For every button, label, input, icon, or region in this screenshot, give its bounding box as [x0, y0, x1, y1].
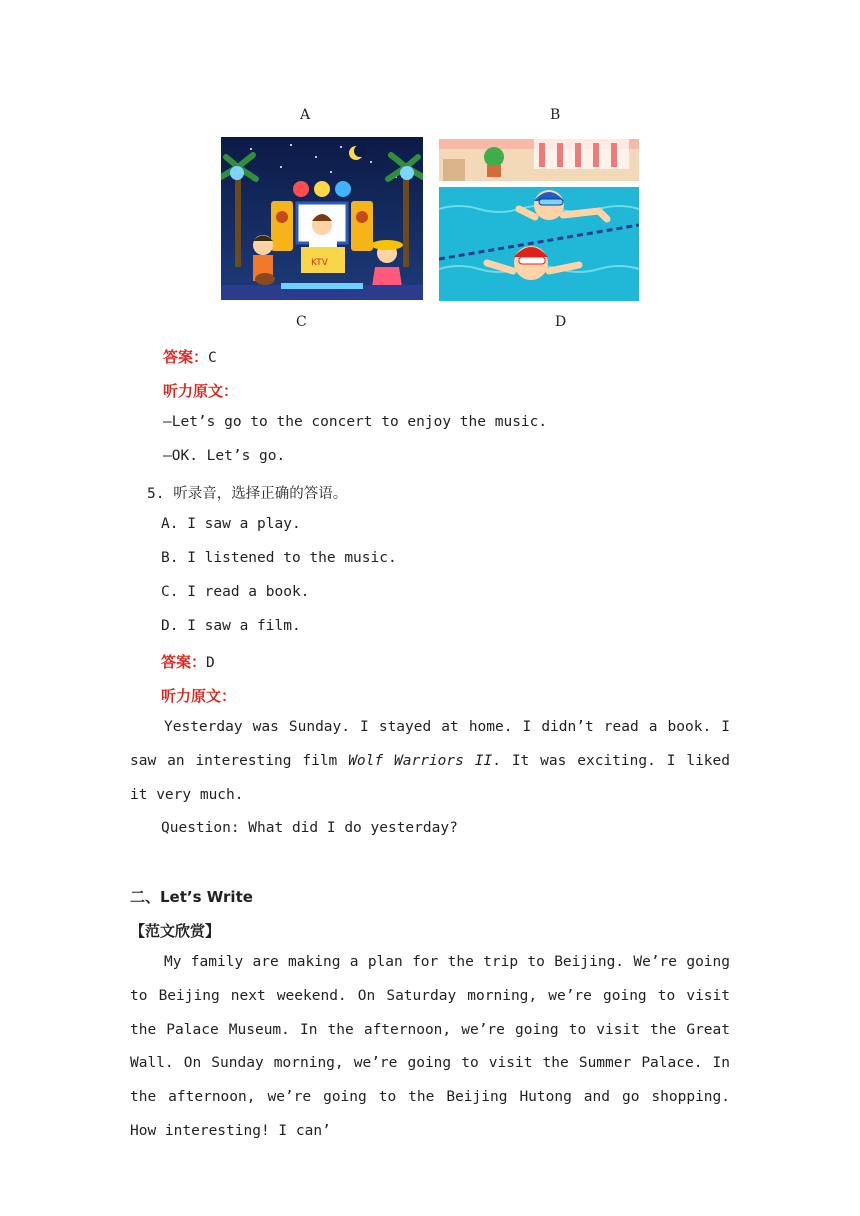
q5-answer: [161, 651, 215, 672]
q4-answer-value: C: [208, 350, 217, 366]
q5-film-title: Wolf Warriors II: [348, 752, 493, 769]
q5-option-d: D. I saw a film.: [161, 618, 301, 634]
q5-transcript: [130, 711, 730, 812]
q4-answer-label: 答案：: [163, 348, 209, 366]
q4-answer: [163, 346, 217, 367]
image-label-c: C: [296, 314, 307, 330]
image-label-a: A: [300, 107, 311, 123]
q5-transcript-before: Yesterday was Sunday. I stayed at home. I didn’t read a book. I saw an interesting film: [130, 719, 730, 769]
q5-prompt: 5. 听录音，选择正确的答语。: [147, 486, 348, 502]
sample-essay: My family are making a plan for the trip to Beijing. We’re going to Beijing next weekend. On Saturday morning, we’re going to visit the Palace Museum. In the afternoon, we’re going to visit the Great Wall. On Sunday morning, we’re going to visit the Summer Palace. In the afternoon, we’re going to the Beijing Hutong and go shopping. How interesting! I can’: [130, 954, 730, 1139]
q5-option-a: A. I saw a play.: [161, 516, 301, 532]
swimming-illustration: [439, 139, 639, 301]
q4-transcript-line2: —OK. Let’s go.: [163, 448, 286, 464]
q5-option-b: B. I listened to the music.: [161, 550, 397, 566]
sample-essay-label: 【范文欣赏】: [130, 922, 221, 940]
q5-question: Question: What did I do yesterday?: [161, 820, 458, 836]
swimming-picture: [439, 139, 639, 301]
q4-transcript-line1: —Let’s go to the concert to enjoy the music.: [163, 414, 548, 430]
concert-sign-text: KTV: [311, 258, 328, 268]
q5-answer-label: 答案：: [161, 653, 207, 671]
q5-option-c: C. I read a book.: [161, 584, 310, 600]
section-heading: 二、Let’s Write: [130, 888, 253, 906]
image-label-b: B: [550, 107, 561, 123]
q4-transcript-label: 听力原文：: [163, 382, 239, 400]
concert-picture: [221, 137, 423, 300]
q5-answer-value: D: [206, 655, 215, 671]
image-label-d: D: [555, 314, 567, 330]
concert-illustration: [221, 137, 423, 300]
q5-transcript-after: . It was exciting. I liked it very much.: [130, 752, 731, 803]
q5-transcript-label: 听力原文：: [161, 687, 237, 705]
